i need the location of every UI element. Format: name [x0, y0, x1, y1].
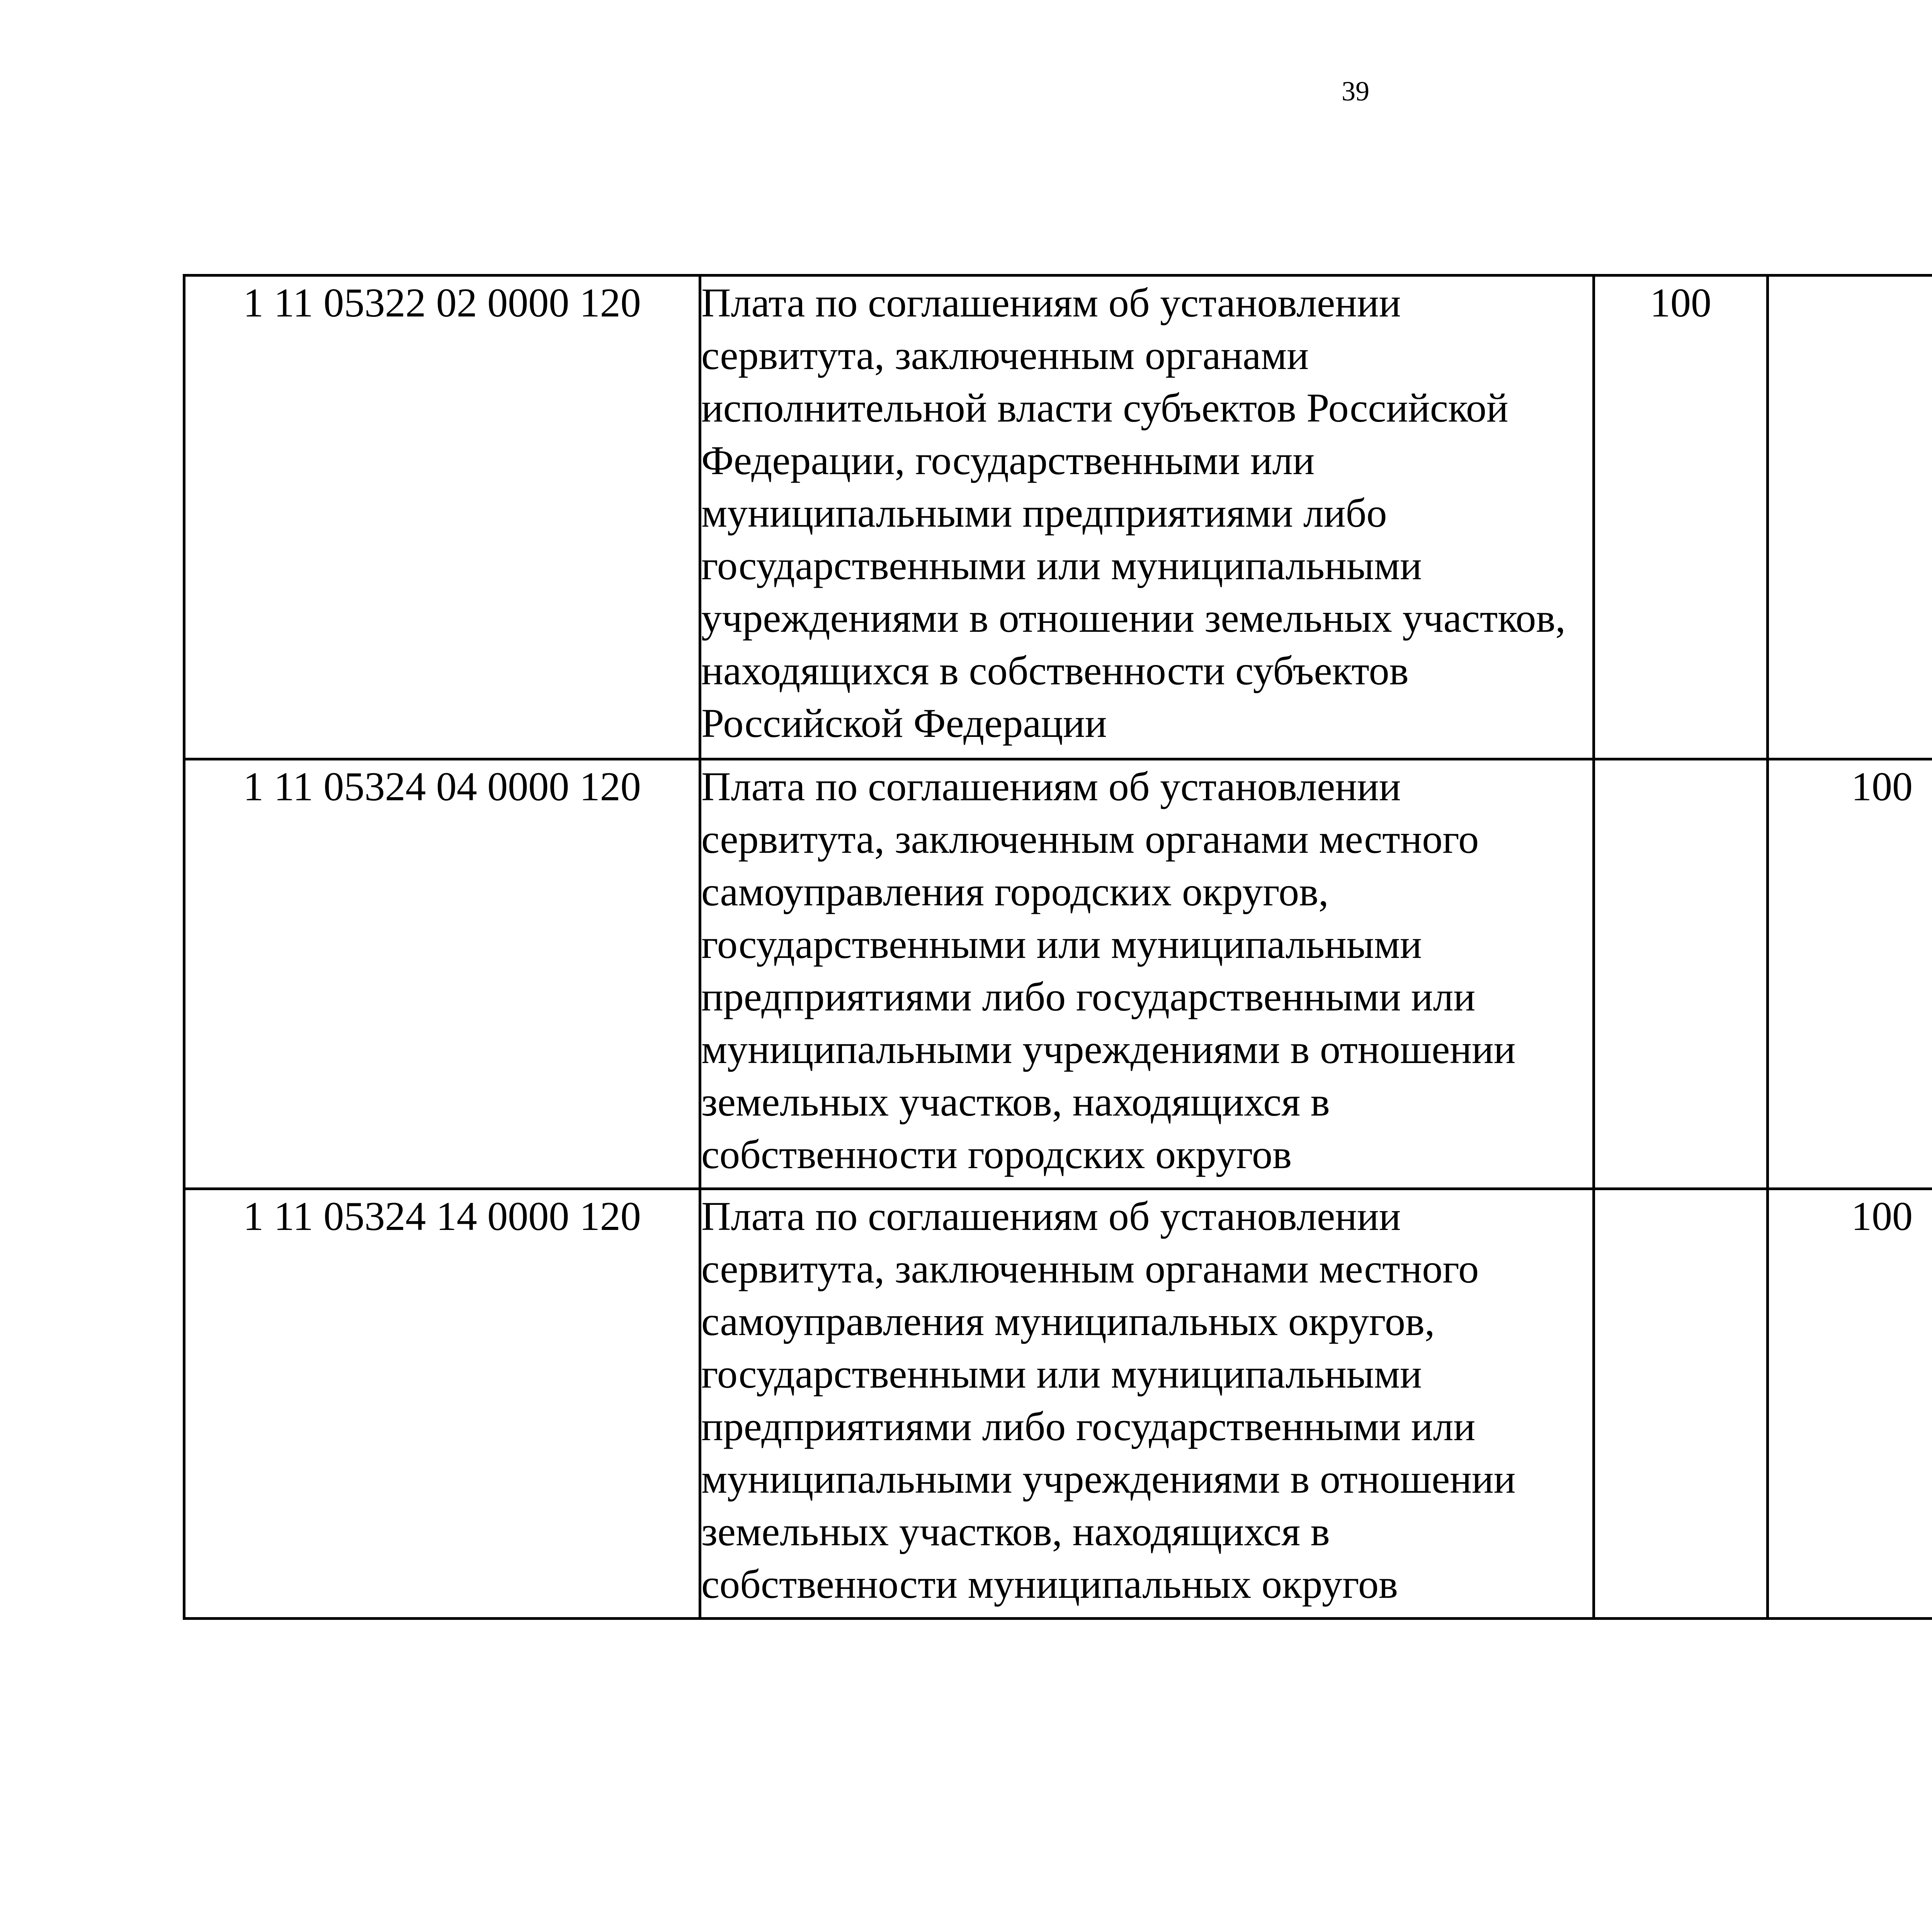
- budget-code-cell: 1 11 05322 02 0000 120: [184, 276, 700, 759]
- value-cell: 100: [1768, 759, 1932, 1189]
- value-cell: 100: [1594, 276, 1768, 759]
- revenue-name-cell: Плата по соглашениям об установлении сервитута, заключенным органами местного самоуправления муниципальных округов, государственными или муниципальными предприятиями либо государственными или муниципальными учреждениями в отношении земельных участков, находящихся в собственности муниципальных округов: [700, 1189, 1594, 1619]
- page-number: 39: [1342, 76, 1369, 107]
- table-row: [184, 759, 1932, 1189]
- revenue-distribution-table: [183, 274, 1932, 1620]
- budget-code-cell: 1 11 05324 04 0000 120: [184, 759, 700, 1189]
- value-cell: [1594, 1189, 1768, 1619]
- table-row: [184, 276, 1932, 759]
- value-cell: 100: [1768, 1189, 1932, 1619]
- budget-code-cell: 1 11 05324 14 0000 120: [184, 1189, 700, 1619]
- value-cell: [1594, 759, 1768, 1189]
- value-cell: [1768, 276, 1932, 759]
- revenue-name-cell: Плата по соглашениям об установлении сервитута, заключенным органами местного самоуправления городских округов, государственными или муниципальными предприятиями либо государственными или муниципальными учреждениями в отношении земельных участков, находящихся в собственности городских округов: [700, 759, 1594, 1189]
- revenue-name-cell: Плата по соглашениям об установлении сервитута, заключенным органами исполнительной власти субъектов Российской Федерации, государственными или муниципальными предприятиями либо государственными или муниципальными учреждениями в отношении земельных участков, находящихся в собственности субъектов Российской Федерации: [700, 276, 1594, 759]
- table-row: [184, 1189, 1932, 1619]
